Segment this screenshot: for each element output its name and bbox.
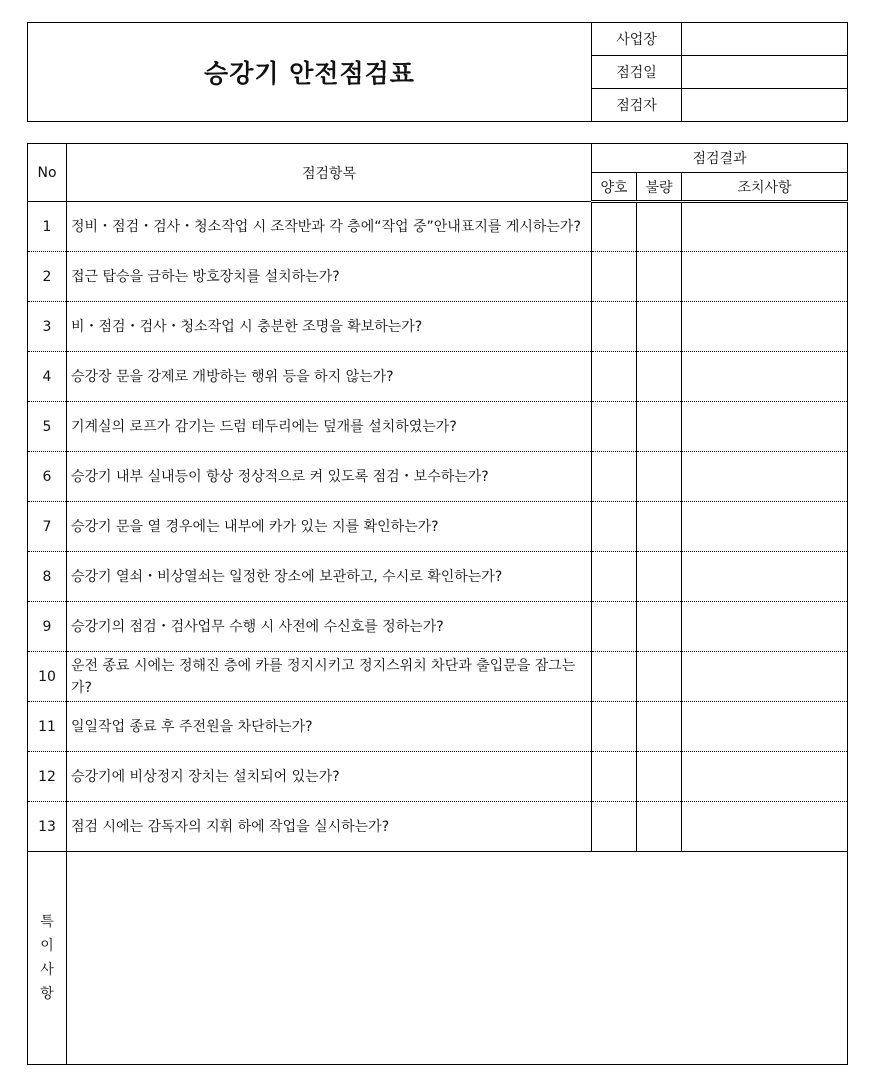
- action-cell[interactable]: [682, 752, 848, 802]
- bad-check-cell[interactable]: [637, 602, 682, 652]
- action-cell[interactable]: [682, 202, 848, 252]
- good-check-cell[interactable]: [592, 202, 637, 252]
- remarks-char: 이: [40, 938, 54, 954]
- checklist-table: [27, 143, 848, 1065]
- header-item: 점검항목: [67, 144, 592, 202]
- check-item-text: 승강기에 비상정지 장치는 설치되어 있는가?: [67, 752, 592, 802]
- table-row: [28, 202, 848, 252]
- row-number: 8: [28, 552, 67, 602]
- good-check-cell[interactable]: [592, 302, 637, 352]
- row-number: 13: [28, 802, 67, 852]
- check-item-text: 접근 탑승을 금하는 방호장치를 설치하는가?: [67, 252, 592, 302]
- remarks-label: [28, 852, 67, 1065]
- action-cell[interactable]: [682, 702, 848, 752]
- bad-check-cell[interactable]: [637, 702, 682, 752]
- table-row: [28, 252, 848, 302]
- remarks-char: 사: [40, 962, 54, 978]
- site-field[interactable]: [682, 23, 848, 56]
- row-number: 5: [28, 402, 67, 452]
- bad-check-cell[interactable]: [637, 402, 682, 452]
- row-number: 2: [28, 252, 67, 302]
- table-row: [28, 652, 848, 702]
- row-number: 3: [28, 302, 67, 352]
- row-number: 10: [28, 652, 67, 702]
- action-cell[interactable]: [682, 352, 848, 402]
- row-number: 7: [28, 502, 67, 552]
- check-item-text: 기계실의 로프가 감기는 드럼 테두리에는 덮개를 설치하였는가?: [67, 402, 592, 452]
- row-number: 4: [28, 352, 67, 402]
- good-check-cell[interactable]: [592, 802, 637, 852]
- table-row: [28, 302, 848, 352]
- check-item-text: 정비・점검・검사・청소작업 시 조작반과 각 층에“작업 중”안내표지를 게시하는가?: [67, 202, 592, 252]
- bad-check-cell[interactable]: [637, 552, 682, 602]
- bad-check-cell[interactable]: [637, 502, 682, 552]
- page-title: 승강기 안전점검표: [28, 23, 592, 122]
- action-cell[interactable]: [682, 602, 848, 652]
- bad-check-cell[interactable]: [637, 802, 682, 852]
- bad-check-cell[interactable]: [637, 452, 682, 502]
- good-check-cell[interactable]: [592, 502, 637, 552]
- check-item-text: 점검 시에는 감독자의 지휘 하에 작업을 실시하는가?: [67, 802, 592, 852]
- header-table: [27, 22, 848, 122]
- table-row: [28, 402, 848, 452]
- check-item-text: 승강기 내부 실내등이 항상 정상적으로 켜 있도록 점검・보수하는가?: [67, 452, 592, 502]
- header-good: 양호: [592, 173, 637, 202]
- table-row: [28, 452, 848, 502]
- good-check-cell[interactable]: [592, 652, 637, 702]
- header-bad: 불량: [637, 173, 682, 202]
- check-item-text: 승강기 문을 열 경우에는 내부에 카가 있는 지를 확인하는가?: [67, 502, 592, 552]
- good-check-cell[interactable]: [592, 552, 637, 602]
- action-cell[interactable]: [682, 452, 848, 502]
- check-item-text: 승강기 열쇠・비상열쇠는 일정한 장소에 보관하고, 수시로 확인하는가?: [67, 552, 592, 602]
- bad-check-cell[interactable]: [637, 302, 682, 352]
- remarks-field[interactable]: [67, 852, 848, 1065]
- row-number: 12: [28, 752, 67, 802]
- check-item-text: 승강기의 점검・검사업무 수행 시 사전에 수신호를 정하는가?: [67, 602, 592, 652]
- inspection-date-field[interactable]: [682, 56, 848, 89]
- inspector-label: 점검자: [592, 89, 682, 122]
- table-row: [28, 752, 848, 802]
- remarks-char: 항: [40, 986, 54, 1002]
- good-check-cell[interactable]: [592, 752, 637, 802]
- table-row: [28, 802, 848, 852]
- bad-check-cell[interactable]: [637, 202, 682, 252]
- site-label: 사업장: [592, 23, 682, 56]
- good-check-cell[interactable]: [592, 702, 637, 752]
- table-row: [28, 602, 848, 652]
- table-row: [28, 502, 848, 552]
- check-item-text: 일일작업 종료 후 주전원을 차단하는가?: [67, 702, 592, 752]
- table-row: [28, 702, 848, 752]
- bad-check-cell[interactable]: [637, 352, 682, 402]
- remarks-char: 특: [40, 914, 54, 930]
- table-row: [28, 352, 848, 402]
- action-cell[interactable]: [682, 252, 848, 302]
- checklist-rows: [28, 202, 848, 852]
- good-check-cell[interactable]: [592, 402, 637, 452]
- good-check-cell[interactable]: [592, 452, 637, 502]
- header-result: 점검결과: [592, 144, 848, 173]
- action-cell[interactable]: [682, 802, 848, 852]
- check-item-text: 승강장 문을 강제로 개방하는 행위 등을 하지 않는가?: [67, 352, 592, 402]
- row-number: 1: [28, 202, 67, 252]
- header-no: No: [28, 144, 67, 202]
- header-action: 조치사항: [682, 173, 848, 202]
- bad-check-cell[interactable]: [637, 752, 682, 802]
- bad-check-cell[interactable]: [637, 652, 682, 702]
- row-number: 6: [28, 452, 67, 502]
- check-item-text: 비・점검・검사・청소작업 시 충분한 조명을 확보하는가?: [67, 302, 592, 352]
- action-cell[interactable]: [682, 552, 848, 602]
- action-cell[interactable]: [682, 402, 848, 452]
- action-cell[interactable]: [682, 502, 848, 552]
- inspection-date-label: 점검일: [592, 56, 682, 89]
- row-number: 11: [28, 702, 67, 752]
- table-row: [28, 552, 848, 602]
- good-check-cell[interactable]: [592, 602, 637, 652]
- action-cell[interactable]: [682, 652, 848, 702]
- inspector-field[interactable]: [682, 89, 848, 122]
- row-number: 9: [28, 602, 67, 652]
- check-item-text: 운전 종료 시에는 정해진 층에 카를 정지시키고 정지스위치 차단과 출입문을 잠그는가?: [67, 652, 592, 702]
- good-check-cell[interactable]: [592, 252, 637, 302]
- bad-check-cell[interactable]: [637, 252, 682, 302]
- good-check-cell[interactable]: [592, 352, 637, 402]
- action-cell[interactable]: [682, 302, 848, 352]
